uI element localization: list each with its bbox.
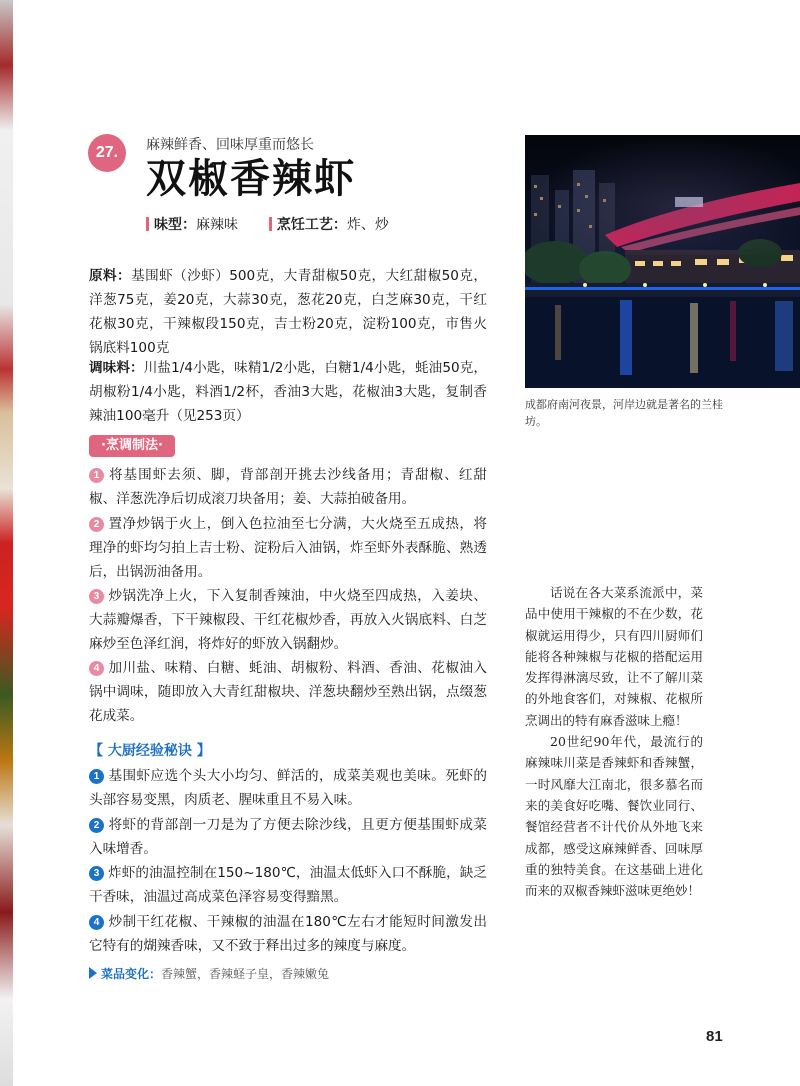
recipe-number-badge: 27.	[88, 134, 126, 172]
recipe-meta	[146, 214, 389, 234]
sidebar-story	[525, 582, 703, 901]
method-label: ·烹调制法·	[89, 435, 175, 457]
tip-text: 炒制干红花椒、干辣椒的油温在180℃左右才能短时间激发出它特有的煳辣香味，又不致于释出过多的辣度与麻度。	[89, 914, 487, 954]
step-number-icon: 4	[89, 661, 104, 676]
tip-item	[89, 861, 487, 909]
tip-item	[89, 910, 487, 958]
method-step	[89, 656, 487, 728]
seasonings-label: 调味料：	[89, 360, 144, 376]
step-number-icon: 1	[89, 468, 104, 483]
step-text: 将基围虾去须、脚，背部剖开挑去沙线备用；青甜椒、红甜椒、洋葱洗净后切成滚刀块备用；姜、大蒜拍破备用。	[89, 467, 487, 507]
tip-text: 炸虾的油温控制在150~180℃，油温太低虾入口不酥脆，缺乏干香味，油温过高成菜色泽容易变得黯黑。	[89, 865, 487, 905]
page-number: 81	[706, 1028, 723, 1045]
method-step	[89, 512, 487, 584]
variation-text: 香辣蟹，香辣蛏子皇，香辣嫩兔	[161, 967, 330, 981]
recipe-subtitle: 麻辣鲜香、回味厚重而悠长	[146, 137, 314, 153]
tip-number-icon: 4	[89, 915, 104, 930]
flavor-label: 味型：	[154, 217, 196, 233]
tip-text: 将虾的背部剖一刀是为了方便去除沙线，且更方便基围虾成菜入味增香。	[89, 817, 487, 857]
triangle-marker-icon	[89, 967, 97, 979]
sidebar-paragraph: 20世纪90年代，最流行的麻辣味川菜是香辣虾和香辣蟹，一时风靡大江南北，很多慕名而来的美食好吃嘴、餐饮业同行、餐馆经营者不计代价从外地飞来成都，感受这麻辣鲜香、回味厚重的独特美食。在这基础上进化而来的双椒香辣虾滋味更绝妙！	[525, 734, 703, 899]
left-edge-photo-strip	[0, 0, 13, 1086]
technique-value: 炸、炒	[346, 217, 389, 233]
photo-caption: 成都府南河夜景，河岸边就是著名的兰桂坊。	[525, 398, 723, 428]
step-number-icon: 3	[89, 589, 104, 604]
ingredients-text: 基围虾（沙虾）500克，大青甜椒50克，大红甜椒50克，洋葱75克，姜20克，大蒜30克，葱花20克，白芝麻30克，干红花椒30克，干辣椒段150克，吉士粉20克，淀粉100克，市售火锅底料100克	[89, 268, 487, 356]
flavor-bar-icon	[146, 217, 149, 231]
step-text: 加川盐、味精、白糖、蚝油、胡椒粉、料酒、香油、花椒油入锅中调味，随即放入大青红甜椒块、洋葱块翻炒至熟出锅，点缀葱花成菜。	[89, 660, 487, 724]
variation-label: 菜品变化：	[101, 967, 162, 981]
tip-item	[89, 813, 487, 861]
technique-bar-icon	[269, 217, 272, 231]
ingredients-label: 原料：	[89, 268, 132, 284]
method-step	[89, 463, 487, 511]
tips-header: 【 大厨经验秘诀 】	[89, 743, 211, 759]
flavor-value: 麻辣味	[196, 217, 238, 233]
night-river-photo	[525, 135, 800, 388]
tip-number-icon: 1	[89, 769, 104, 784]
tip-text: 基围虾应选个头大小均匀、鲜活的，成菜美观也美味。死虾的头部容易变黑，肉质老、腥味重且不易入味。	[89, 768, 487, 808]
dish-variation	[89, 965, 329, 982]
tip-number-icon: 3	[89, 866, 104, 881]
technique-label: 烹饪工艺：	[276, 217, 347, 233]
sidebar-paragraph: 话说在各大菜系流派中，菜品中使用干辣椒的不在少数，花椒就运用得少，只有四川厨师们能将各种辣椒与花椒的搭配运用发挥得淋漓尽致，让不了解川菜的外地食客们，对辣椒、花椒所烹调出的特有麻香滋味上瘾！	[525, 585, 703, 728]
seasonings-paragraph	[89, 356, 487, 428]
step-text: 置净炒锅于火上，倒入色拉油至七分满，大火烧至五成热，将理净的虾均匀拍上吉士粉、淀粉后入油锅，炸至虾外表酥脆、熟透后，出锅沥油备用。	[89, 516, 487, 580]
seasonings-text: 川盐1/4小匙，味精1/2小匙，白糖1/4小匙，蚝油50克，胡椒粉1/4小匙，料酒1/2杯，香油3大匙，花椒油3大匙，复制香辣油100毫升（见253页）	[89, 360, 487, 424]
ingredients-paragraph	[89, 264, 487, 360]
method-step	[89, 584, 487, 656]
recipe-title: 双椒香辣虾	[146, 155, 356, 202]
tip-number-icon: 2	[89, 818, 104, 833]
step-text: 炒锅洗净上火，下入复制香辣油，中火烧至四成热，入姜块、大蒜瓣爆香，下干辣椒段、干红花椒炒香，再放入火锅底料、白芝麻炒至色泽红润，将炸好的虾放入锅翻炒。	[89, 588, 487, 652]
step-number-icon: 2	[89, 517, 104, 532]
tip-item	[89, 764, 487, 812]
